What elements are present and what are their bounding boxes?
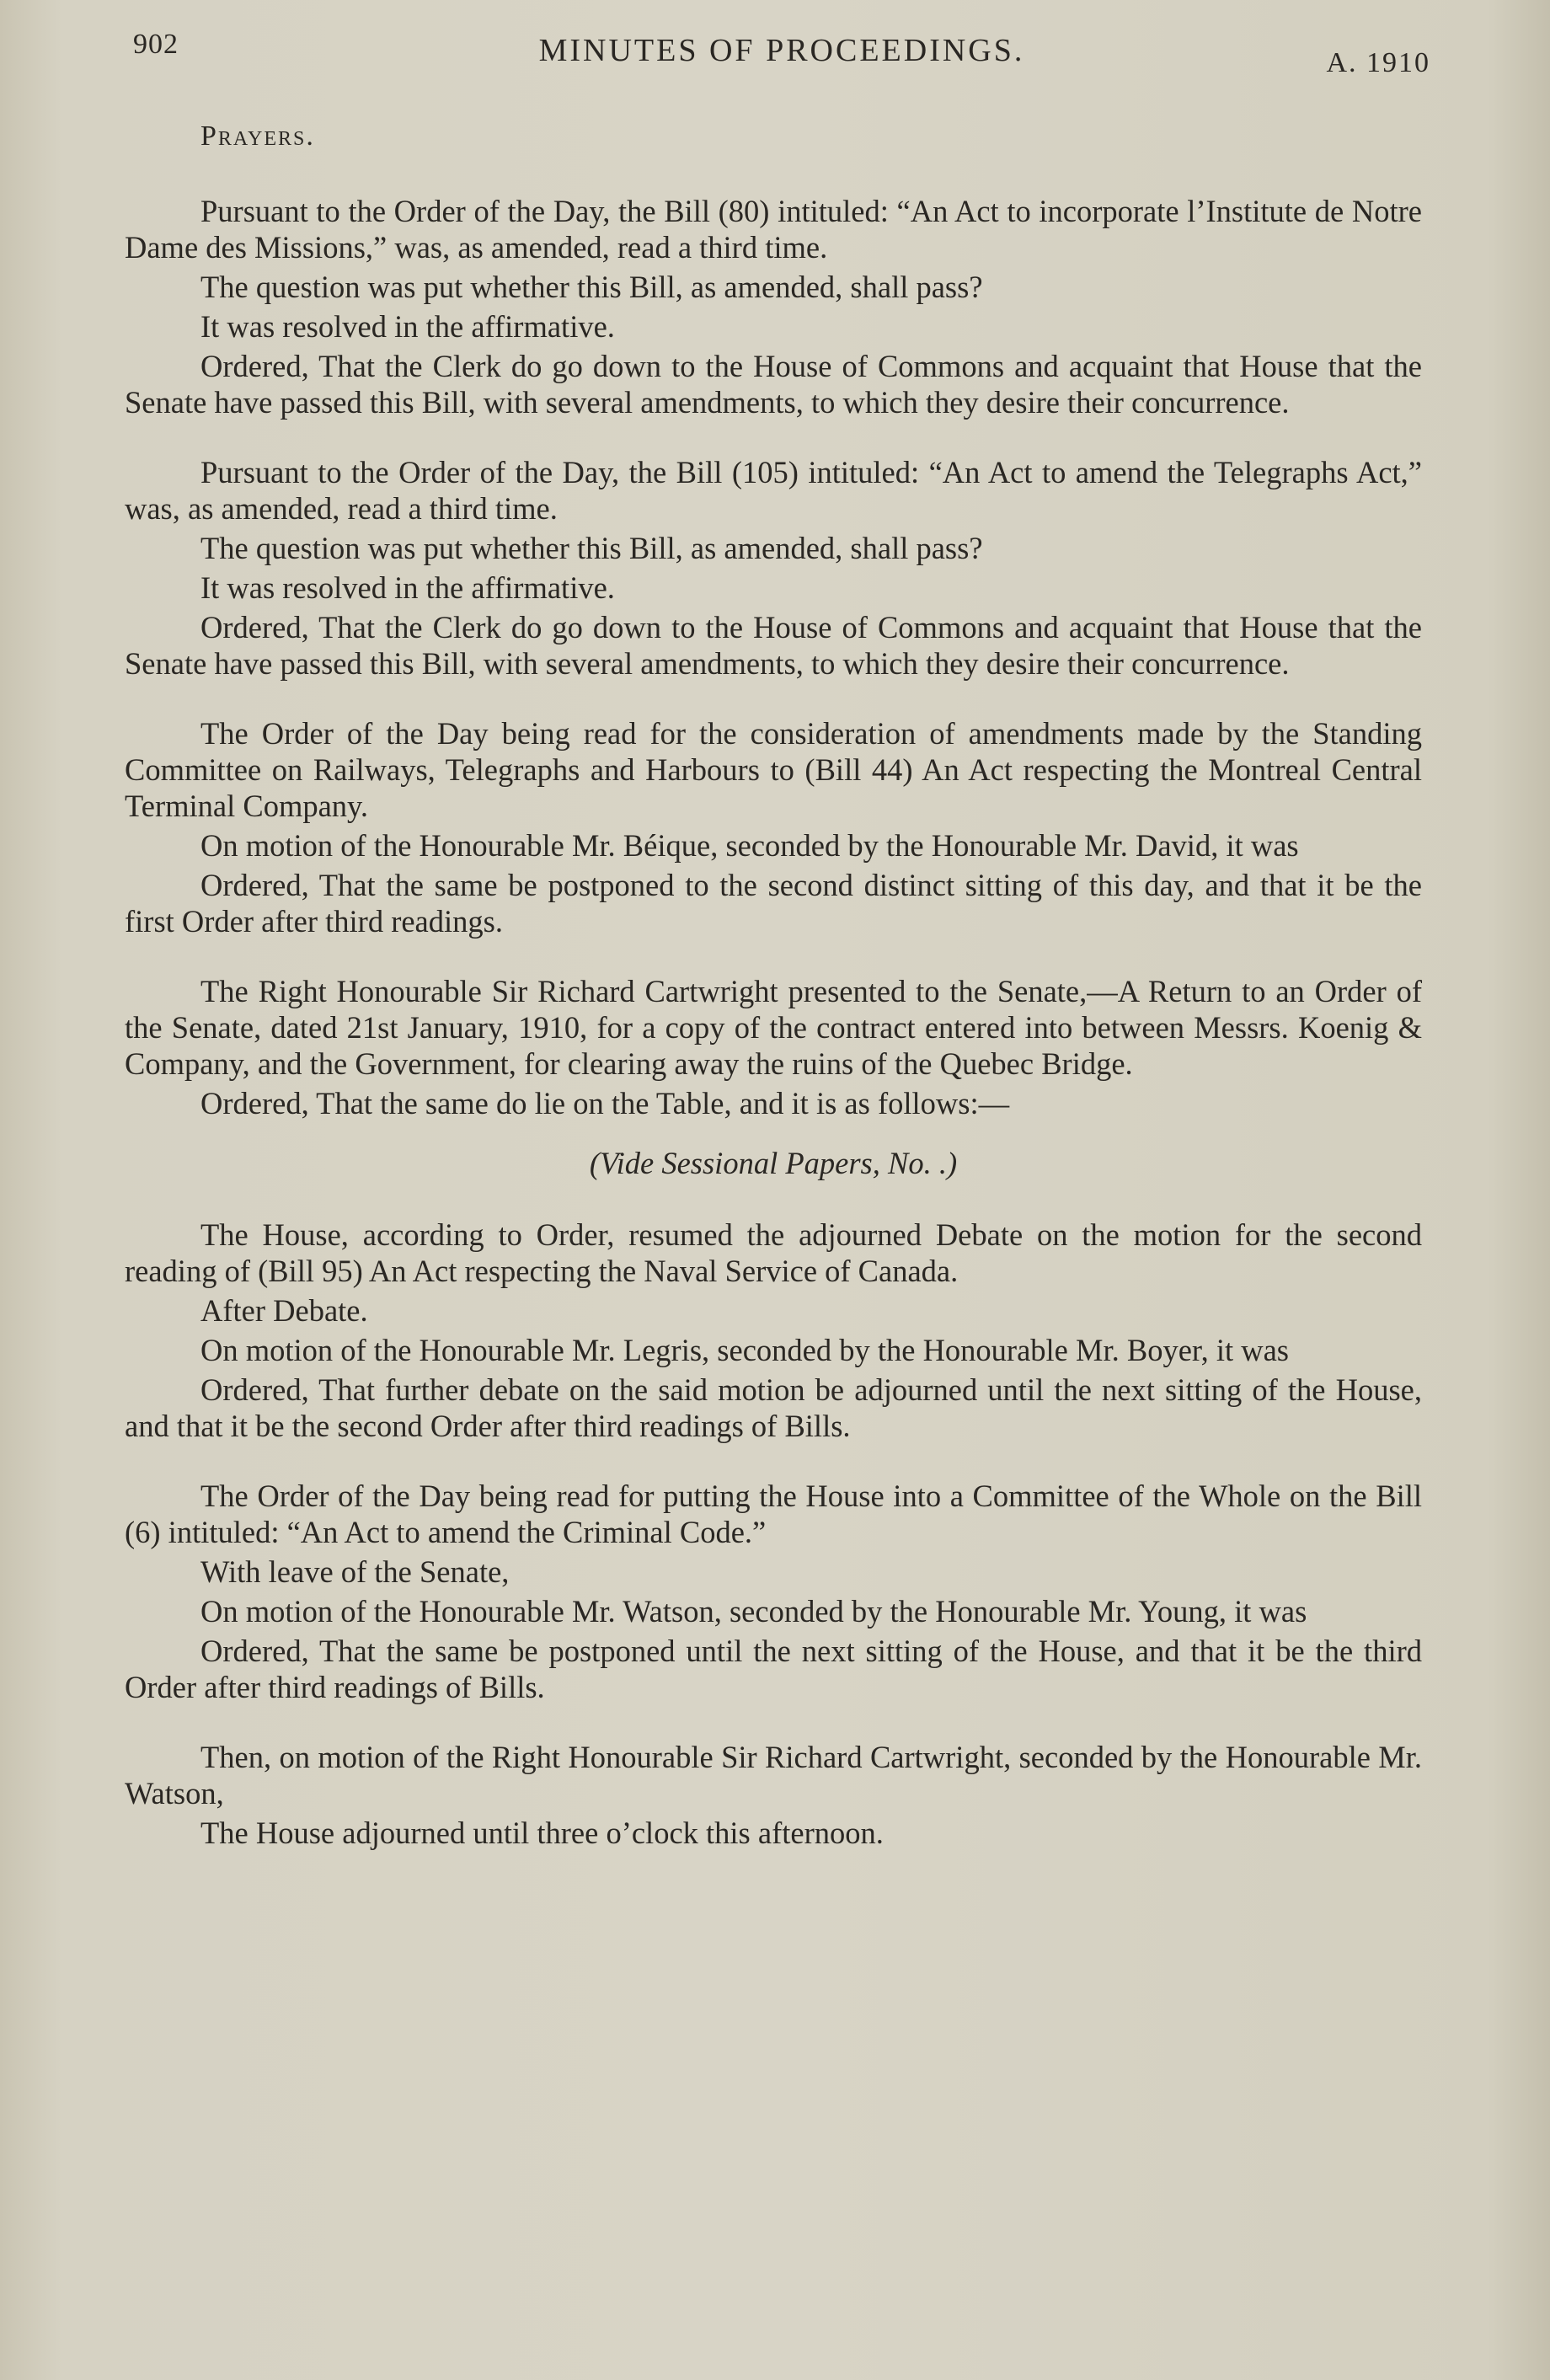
paragraph: Then, on motion of the Right Honourable Sir Richard Cartwright, seconded by the Honourable Mr. Watson, [125, 1740, 1422, 1810]
paragraph: Ordered, That the Clerk do go down to the House of Commons and acquaint that House that the Senate have passed this Bill, with several amendments, to which they desire their concurrence. [125, 349, 1422, 420]
paragraph: Pursuant to the Order of the Day, the Bill (80) intituled: “An Act to incorporate l’Institute de Notre Dame des Missions,” was, as amended, read a third time. [125, 194, 1422, 265]
minutes-body [125, 118, 1422, 1885]
paragraph: It was resolved in the affirmative. [200, 309, 615, 344]
paragraph: Ordered, That the same be postponed until the next sitting of the House, and that it be the third Order after third readings of Bills. [125, 1634, 1422, 1704]
sessional-papers-note: (Vide Sessional Papers, No. .) [589, 1146, 958, 1180]
running-head [133, 25, 1430, 76]
paragraph: The House adjourned until three o’clock this afternoon. [200, 1816, 884, 1850]
page-number: 902 [133, 29, 179, 60]
paragraph: On motion of the Honourable Mr. Legris, seconded by the Honourable Mr. Boyer, it was [200, 1333, 1290, 1367]
paragraph: Ordered, That the same be postponed to the second distinct sitting of this day, and that it be the first Order after third readings. [125, 868, 1422, 939]
entry-bill-80 [125, 193, 1422, 420]
paragraph: The question was put whether this Bill, as amended, shall pass? [200, 531, 983, 565]
paragraph: With leave of the Senate, [200, 1554, 510, 1589]
entry-bill-44 [125, 715, 1422, 939]
paragraph: The Order of the Day being read for putting the House into a Committee of the Whole on the Bill (6) intituled: “An Act to amend the Criminal Code.” [125, 1479, 1422, 1549]
entry-bill-95 [125, 1217, 1422, 1444]
paragraph: After Debate. [200, 1293, 368, 1328]
paragraph: Ordered, That the Clerk do go down to the House of Commons and acquaint that House that the Senate have passed this Bill, with several amendments, to which they desire their concurrence. [125, 610, 1422, 681]
paragraph: Ordered, That the same do lie on the Table, and it is as follows:— [200, 1086, 1010, 1120]
paragraph: The Order of the Day being read for the consideration of amendments made by the Standing Committee on Railways, Telegraphs and Harbours to (Bill 44) An Act respecting the Montreal Central Terminal Company. [125, 716, 1422, 823]
section-heading: Prayers. [200, 120, 315, 152]
paragraph: On motion of the Honourable Mr. Béique, seconded by the Honourable Mr. David, it was [200, 828, 1299, 863]
entry-quebec-bridge-return [125, 973, 1422, 1181]
paragraph: It was resolved in the affirmative. [200, 570, 615, 605]
entry-bill-6 [125, 1478, 1422, 1705]
entry-adjournment [125, 1739, 1422, 1851]
running-title: MINUTES OF PROCEEDINGS. [538, 33, 1025, 68]
paragraph: The Right Honourable Sir Richard Cartwright presented to the Senate,—A Return to an Order of the Senate, dated 21st January, 1910, for a copy of the contract entered into between Messrs. Koenig & Company, and the Government, for clearing away the ruins of the Quebec Bridge. [125, 974, 1422, 1081]
paragraph: The question was put whether this Bill, as amended, shall pass? [200, 270, 983, 304]
entry-bill-105 [125, 454, 1422, 682]
paragraph: On motion of the Honourable Mr. Watson, seconded by the Honourable Mr. Young, it was [200, 1594, 1307, 1629]
paragraph: The House, according to Order, resumed the adjourned Debate on the motion for the second reading of (Bill 95) An Act respecting the Naval Service of Canada. [125, 1217, 1422, 1288]
session-year: A. 1910 [1326, 47, 1430, 78]
paragraph: Ordered, That further debate on the said motion be adjourned until the next sitting of the House, and that it be the second Order after third readings of Bills. [125, 1372, 1422, 1443]
paragraph: Pursuant to the Order of the Day, the Bill (105) intituled: “An Act to amend the Telegraphs Act,” was, as amended, read a third time. [125, 455, 1422, 526]
